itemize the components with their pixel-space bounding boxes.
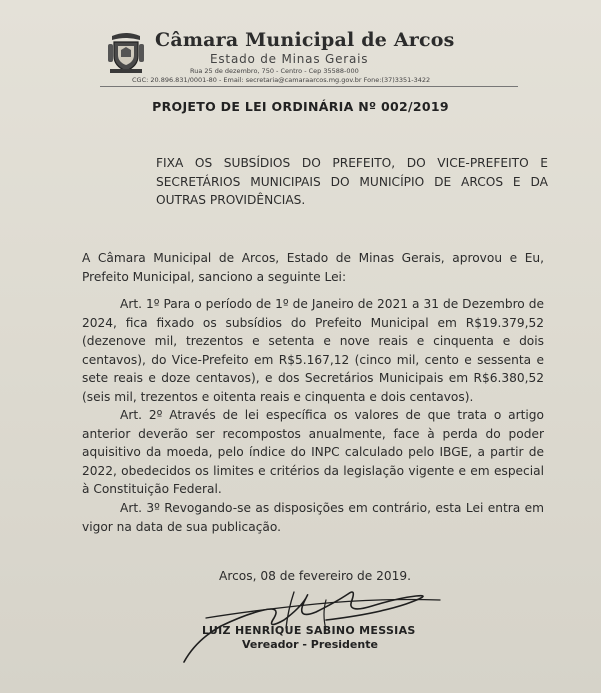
- bill-title: PROJETO DE LEI ORDINÁRIA Nº 002/2019: [152, 99, 449, 114]
- organization-state: Estado de Minas Gerais: [210, 52, 369, 66]
- organization-name: Câmara Municipal de Arcos: [155, 29, 455, 51]
- bill-summary: FIXA OS SUBSÍDIOS DO PREFEITO, DO VICE-PREFEITO E SECRETÁRIOS MUNICIPAIS DO MUNICÍPIO DE ARCOS E DA OUTRAS PROVIDÊNCIAS.: [156, 156, 548, 207]
- header-divider: [100, 86, 518, 87]
- article-1: Art. 1º Para o período de 1º de Janeiro de 2021 a 31 de Dezembro de 2024, fica fixado os subsídios do Prefeito Municipal em R$19.379,52 (dezenove mil, trezentos e setenta e nove reais e cinquenta e dois centavos), do Vice-Prefeito em R$5.167,12 (cinco mil, cento e sessenta e sete reais e doze centavos), e dos Secretários Municipais em R$6.380,52 (seis mil, trezentos e oitenta reais e cinquenta e dois centavos).: [82, 297, 544, 404]
- article-3: Art. 3º Revogando-se as disposições em contrário, esta Lei entra em vigor na data de sua publicação.: [82, 501, 544, 534]
- article-2: Art. 2º Através de lei específica os valores de que trata o artigo anterior deverão ser recompostos anualmente, face à perda do poder aquisitivo da moeda, pelo índice do INPC calculado pelo IBGE, a partir de 2022, obedecidos os limites e critérios da legislação vigente e em especial à Constituição Federal.: [82, 408, 544, 496]
- signer-role: Vereador - Presidente: [242, 638, 378, 651]
- coat-of-arms-icon: [104, 30, 148, 74]
- organization-contact: CGC: 20.896.831/0001-80 - Email: secretaria@camaraarcos.mg.gov.br Fone:(37)3351-3422: [132, 76, 431, 84]
- enactment-clause: A Câmara Municipal de Arcos, Estado de Minas Gerais, aprovou e Eu, Prefeito Municipal, sanciono a seguinte Lei:: [82, 251, 544, 284]
- signer-name: LUIZ HENRIQUE SABINO MESSIAS: [202, 624, 416, 637]
- organization-address: Rua 25 de dezembro, 750 - Centro - Cep 35588-000: [190, 67, 359, 75]
- date-line: Arcos, 08 de fevereiro de 2019.: [219, 569, 412, 583]
